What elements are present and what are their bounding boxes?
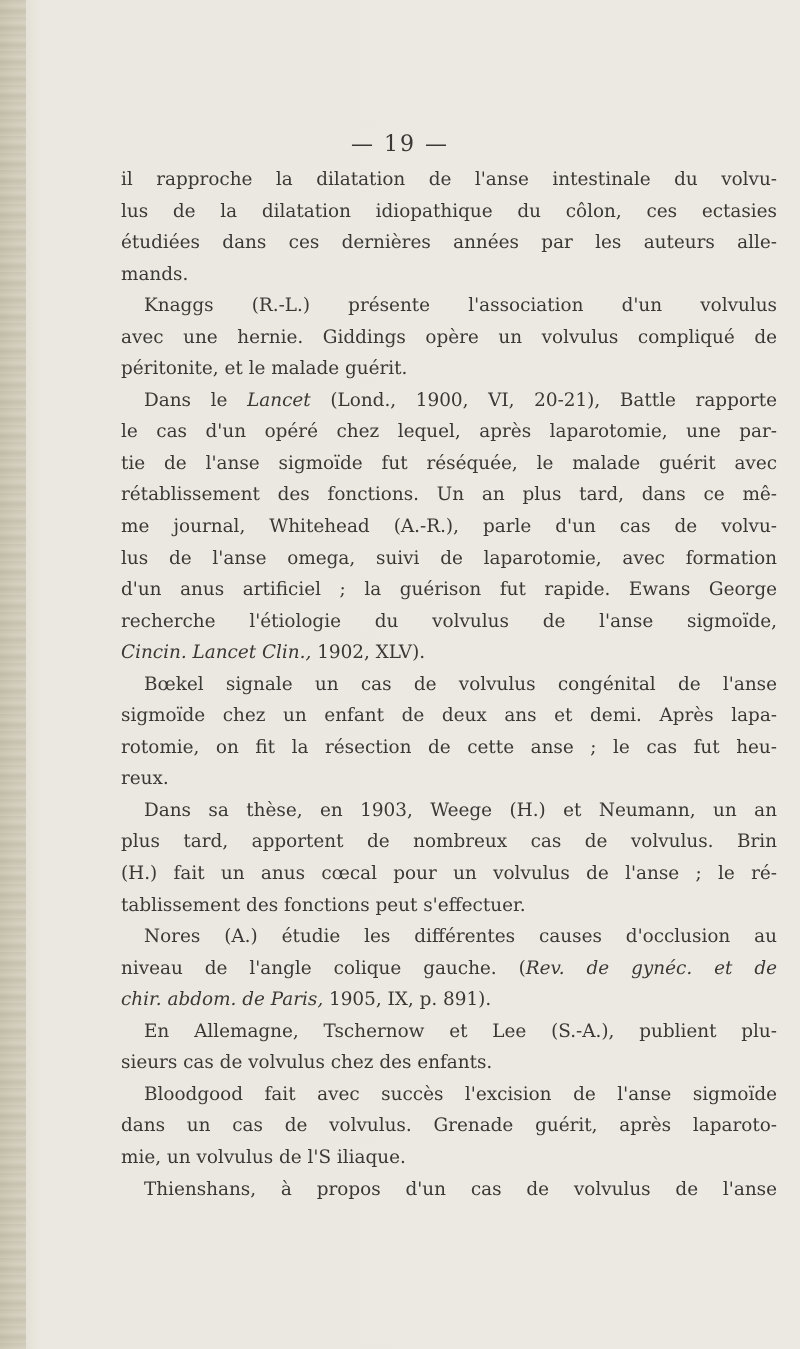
text-line <box>121 984 777 1016</box>
text-line: d'un anus artificiel ; la guérison fut rapide. Ewans George <box>121 579 777 601</box>
text-line: étudiées dans ces dernières années par les auteurs alle- <box>121 232 777 254</box>
text-line: Bloodgood fait avec succès l'excision de l'anse sigmoïde <box>144 1083 777 1105</box>
journal-title: chir. abdom. de Paris, <box>121 989 324 1011</box>
text-segment: (Lond., 1900, VI, 20-21), Battle rapporte <box>330 389 777 411</box>
text-line: rotomie, on fit la résection de cette anse ; le cas fut heu- <box>121 736 777 758</box>
text-line: lus de l'anse omega, suivi de laparotomie, avec formation <box>121 547 777 569</box>
text-segment: 1902, XLV). <box>317 642 426 664</box>
text-line: tie de l'anse sigmoïde fut réséquée, le malade guérit avec <box>121 452 777 474</box>
text-line: sieurs cas de volvulus chez des enfants. <box>121 1052 493 1074</box>
text-line <box>121 385 777 417</box>
text-line: il rapproche la dilatation de l'anse intestinale du volvu- <box>121 169 777 190</box>
text-line: mie, un volvulus de l'S iliaque. <box>121 1146 406 1168</box>
text-line: tablissement des fonctions peut s'effectuer. <box>121 894 526 916</box>
text-line: péritonite, et le malade guérit. <box>121 358 408 380</box>
text-segment: 1905, IX, p. 891). <box>329 989 492 1011</box>
text-line: plus tard, apportent de nombreux cas de volvulus. Brin <box>121 831 777 853</box>
text-line: Nores (A.) étudie les différentes causes d'occlusion au <box>144 926 777 948</box>
text-line: le cas d'un opéré chez lequel, après laparotomie, une par- <box>121 421 777 443</box>
text-line: Dans sa thèse, en 1903, Weege (H.) et Neumann, un an <box>144 799 777 821</box>
text-line: lus de la dilatation idiopathique du côlon, ces ectasies <box>121 200 777 222</box>
journal-title: Lancet <box>247 389 311 411</box>
body-text <box>121 164 777 1205</box>
journal-title: Rev. de gynéc. et de <box>525 957 777 979</box>
page-number: — 19 — <box>351 132 449 157</box>
journal-title: Cincin. Lancet Clin., <box>121 642 312 664</box>
text-line: rétablissement des fonctions. Un an plus tard, dans ce mê- <box>121 484 777 506</box>
text-line: dans un cas de volvulus. Grenade guérit, après laparoto- <box>121 1115 777 1137</box>
text-line: Bœkel signale un cas de volvulus congénital de l'anse <box>144 673 777 695</box>
text-line: reux. <box>121 768 169 790</box>
text-line: (H.) fait un anus cœcal pour un volvulus de l'anse ; le ré- <box>121 863 777 885</box>
text-line: avec une hernie. Giddings opère un volvulus compliqué de <box>121 326 777 348</box>
text-line: sigmoïde chez un enfant de deux ans et demi. Après lapa- <box>121 705 777 727</box>
page-binding-edge <box>0 0 26 1349</box>
text-line <box>121 637 777 669</box>
text-line <box>121 953 777 985</box>
text-line: En Allemagne, Tschernow et Lee (S.-A.), publient plu- <box>144 1020 777 1042</box>
text-line: Thienshans, à propos d'un cas de volvulus de l'anse <box>144 1178 777 1200</box>
text-segment: niveau de l'angle colique gauche. ( <box>121 957 526 979</box>
text-line: mands. <box>121 263 189 285</box>
text-segment: Dans le <box>144 389 228 411</box>
text-line: Knaggs (R.-L.) présente l'association d'un volvulus <box>144 295 777 317</box>
text-line: recherche l'étiologie du volvulus de l'anse sigmoïde, <box>121 610 777 632</box>
text-line: me journal, Whitehead (A.-R.), parle d'un cas de volvu- <box>121 516 777 538</box>
